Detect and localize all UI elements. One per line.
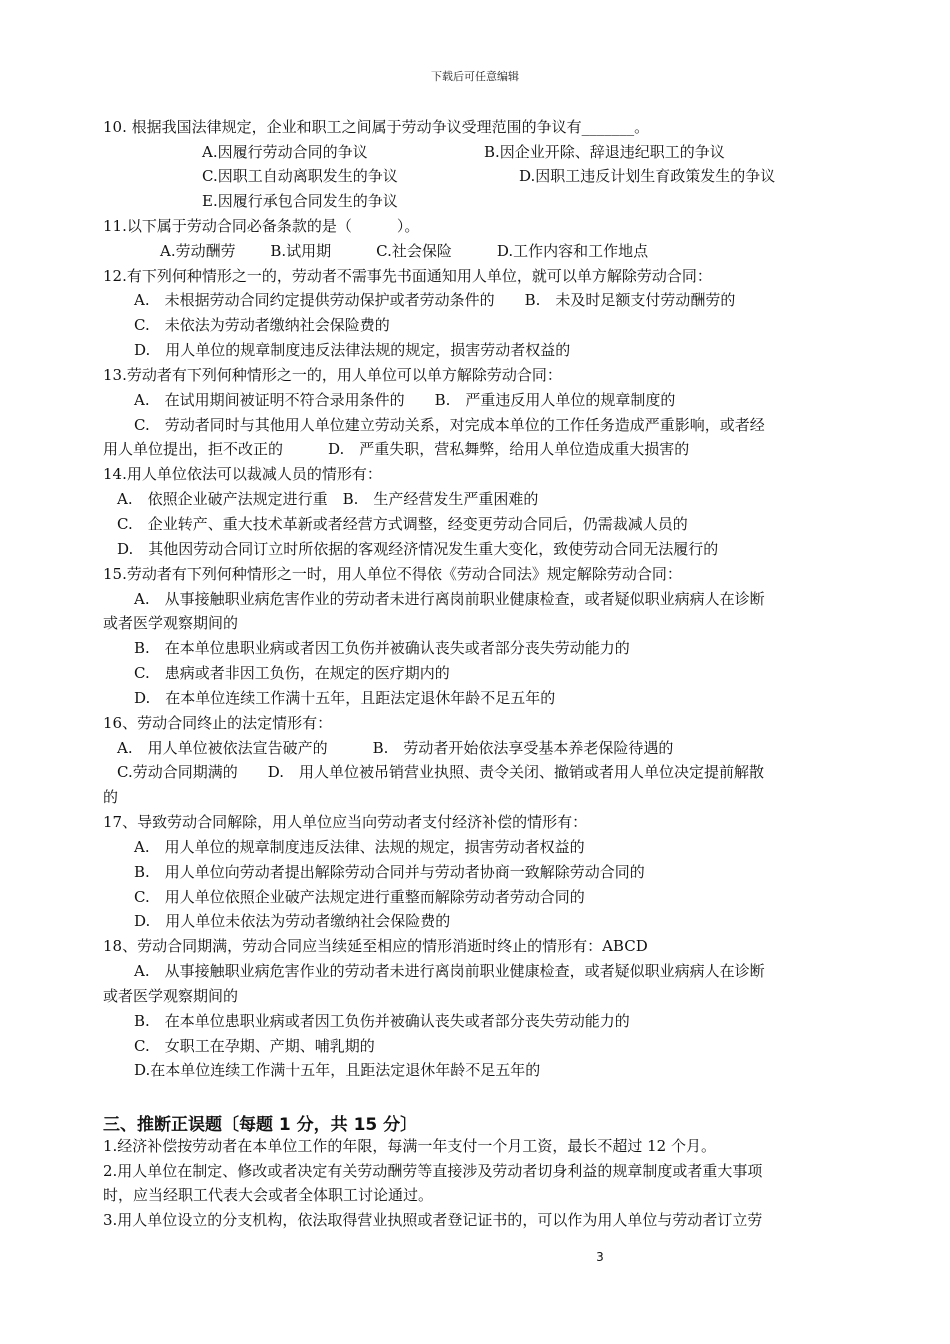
option-17d: D. 用人单位未依法为劳动者缴纳社会保险费的 [134, 912, 451, 930]
statement-1: 1.经济补偿按劳动者在本单位工作的年限，每满一年支付一个月工资，最长不超过 12 个月。 [103, 1137, 716, 1155]
option-10b: B.因企业开除、辞退违纪职工的争议 [484, 143, 725, 161]
option-10d: D.因职工违反计划生育政策发生的争议 [519, 167, 776, 185]
option-10e: E.因履行承包合同发生的争议 [202, 192, 398, 210]
question-14: 14.用人单位依法可以裁减人员的情形有： [103, 465, 382, 483]
question-10: 10. 根据我国法律规定，企业和职工之间属于劳动争议受理范围的争议有_______。 [103, 118, 650, 136]
option-15d: D. 在本单位连续工作满十五年，且距法定退休年龄不足五年的 [134, 689, 556, 707]
question-13: 13.劳动者有下列何种情形之一的，用人单位可以单方解除劳动合同： [103, 366, 562, 384]
page-number: 3 [596, 1250, 604, 1264]
question-17: 17、导致劳动合同解除，用人单位应当向劳动者支付经济补偿的情形有： [103, 813, 588, 831]
option-17b: B. 用人单位向劳动者提出解除劳动合同并与劳动者协商一致解除劳动合同的 [134, 863, 645, 881]
options-11: A.劳动酬劳 B.试用期 C.社会保险 D.工作内容和工作地点 [160, 242, 649, 260]
statement-2: 2.用人单位在制定、修改或者决定有关劳动酬劳等直接涉及劳动者切身利益的规章制度或者重大事项 [103, 1162, 763, 1180]
option-12ab: A. 未根据劳动合同约定提供劳动保护或者劳动条件的 B. 未及时足额支付劳动酬劳的 [134, 291, 736, 309]
option-13c-cont: 用人单位提出，拒不改正的 D. 严重失职，营私舞弊，给用人单位造成重大损害的 [103, 440, 690, 458]
option-14ab: A. 依照企业破产法规定进行重 B. 生产经营发生严重困难的 [117, 490, 539, 508]
page-header: 下载后可任意编辑 [431, 70, 519, 83]
option-13ab: A. 在试用期间被证明不符合录用条件的 B. 严重违反用人单位的规章制度的 [134, 391, 676, 409]
option-17a: A. 用人单位的规章制度违反法律、法规的规定，损害劳动者权益的 [134, 838, 585, 856]
option-10c: C.因职工自动离职发生的争议 [202, 167, 398, 185]
question-16: 16、劳动合同终止的法定情形有： [103, 714, 333, 732]
option-18d: D.在本单位连续工作满十五年，且距法定退休年龄不足五年的 [134, 1061, 541, 1079]
option-13c: C. 劳动者同时与其他用人单位建立劳动关系，对完成本单位的工作任务造成严重影响，或者经 [134, 416, 765, 434]
option-12d: D. 用人单位的规章制度违反法律法规的规定，损害劳动者权益的 [134, 341, 571, 359]
option-14d: D. 其他因劳动合同订立时所依据的客观经济情况发生重大变化，致使劳动合同无法履行的 [117, 540, 719, 558]
question-18: 18、劳动合同期满，劳动合同应当续延至相应的情形消逝时终止的情形有：ABCD [103, 937, 648, 955]
option-10a: A.因履行劳动合同的争议 [202, 143, 368, 161]
option-15c: C. 患病或者非因工负伤，在规定的医疗期内的 [134, 664, 450, 682]
option-16ab: A. 用人单位被依法宣告破产的 B. 劳动者开始依法享受基本养老保险待遇的 [117, 739, 674, 757]
section-heading: 三、推断正误题〔每题 1 分，共 15 分〕 [103, 1115, 418, 1135]
option-18c: C. 女职工在孕期、产期、哺乳期的 [134, 1037, 375, 1055]
statement-2-cont: 时，应当经职工代表大会或者全体职工讨论通过。 [103, 1186, 434, 1204]
statement-3: 3.用人单位设立的分支机构，依法取得营业执照或者登记证书的，可以作为用人单位与劳动者订立劳 [103, 1211, 763, 1229]
option-15b: B. 在本单位患职业病或者因工负伤并被确认丧失或者部分丧失劳动能力的 [134, 639, 630, 657]
question-12: 12.有下列何种情形之一的，劳动者不需事先书面通知用人单位，就可以单方解除劳动合同： [103, 267, 712, 285]
option-17c: C. 用人单位依照企业破产法规定进行重整而解除劳动者劳动合同的 [134, 888, 585, 906]
option-15a-cont: 或者医学观察期间的 [103, 614, 239, 632]
option-16cd: C.劳动合同期满的 D. 用人单位被吊销营业执照、责令关闭、撤销或者用人单位决定提前解散 [117, 763, 764, 781]
question-11: 11.以下属于劳动合同必备条款的是（ ）。 [103, 217, 420, 235]
question-15: 15.劳动者有下列何种情形之一时，用人单位不得依《劳动合同法》规定解除劳动合同： [103, 565, 682, 583]
option-16d-cont: 的 [103, 788, 119, 806]
option-14c: C. 企业转产、重大技术革新或者经营方式调整，经变更劳动合同后，仍需裁减人员的 [117, 515, 688, 533]
option-18a: A. 从事接触职业病危害作业的劳动者未进行离岗前职业健康检查，或者疑似职业病病人在诊断 [134, 962, 765, 980]
option-18b: B. 在本单位患职业病或者因工负伤并被确认丧失或者部分丧失劳动能力的 [134, 1012, 630, 1030]
option-18a-cont: 或者医学观察期间的 [103, 987, 239, 1005]
option-15a: A. 从事接触职业病危害作业的劳动者未进行离岗前职业健康检查，或者疑似职业病病人在诊断 [134, 590, 765, 608]
option-12c: C. 未依法为劳动者缴纳社会保险费的 [134, 316, 390, 334]
